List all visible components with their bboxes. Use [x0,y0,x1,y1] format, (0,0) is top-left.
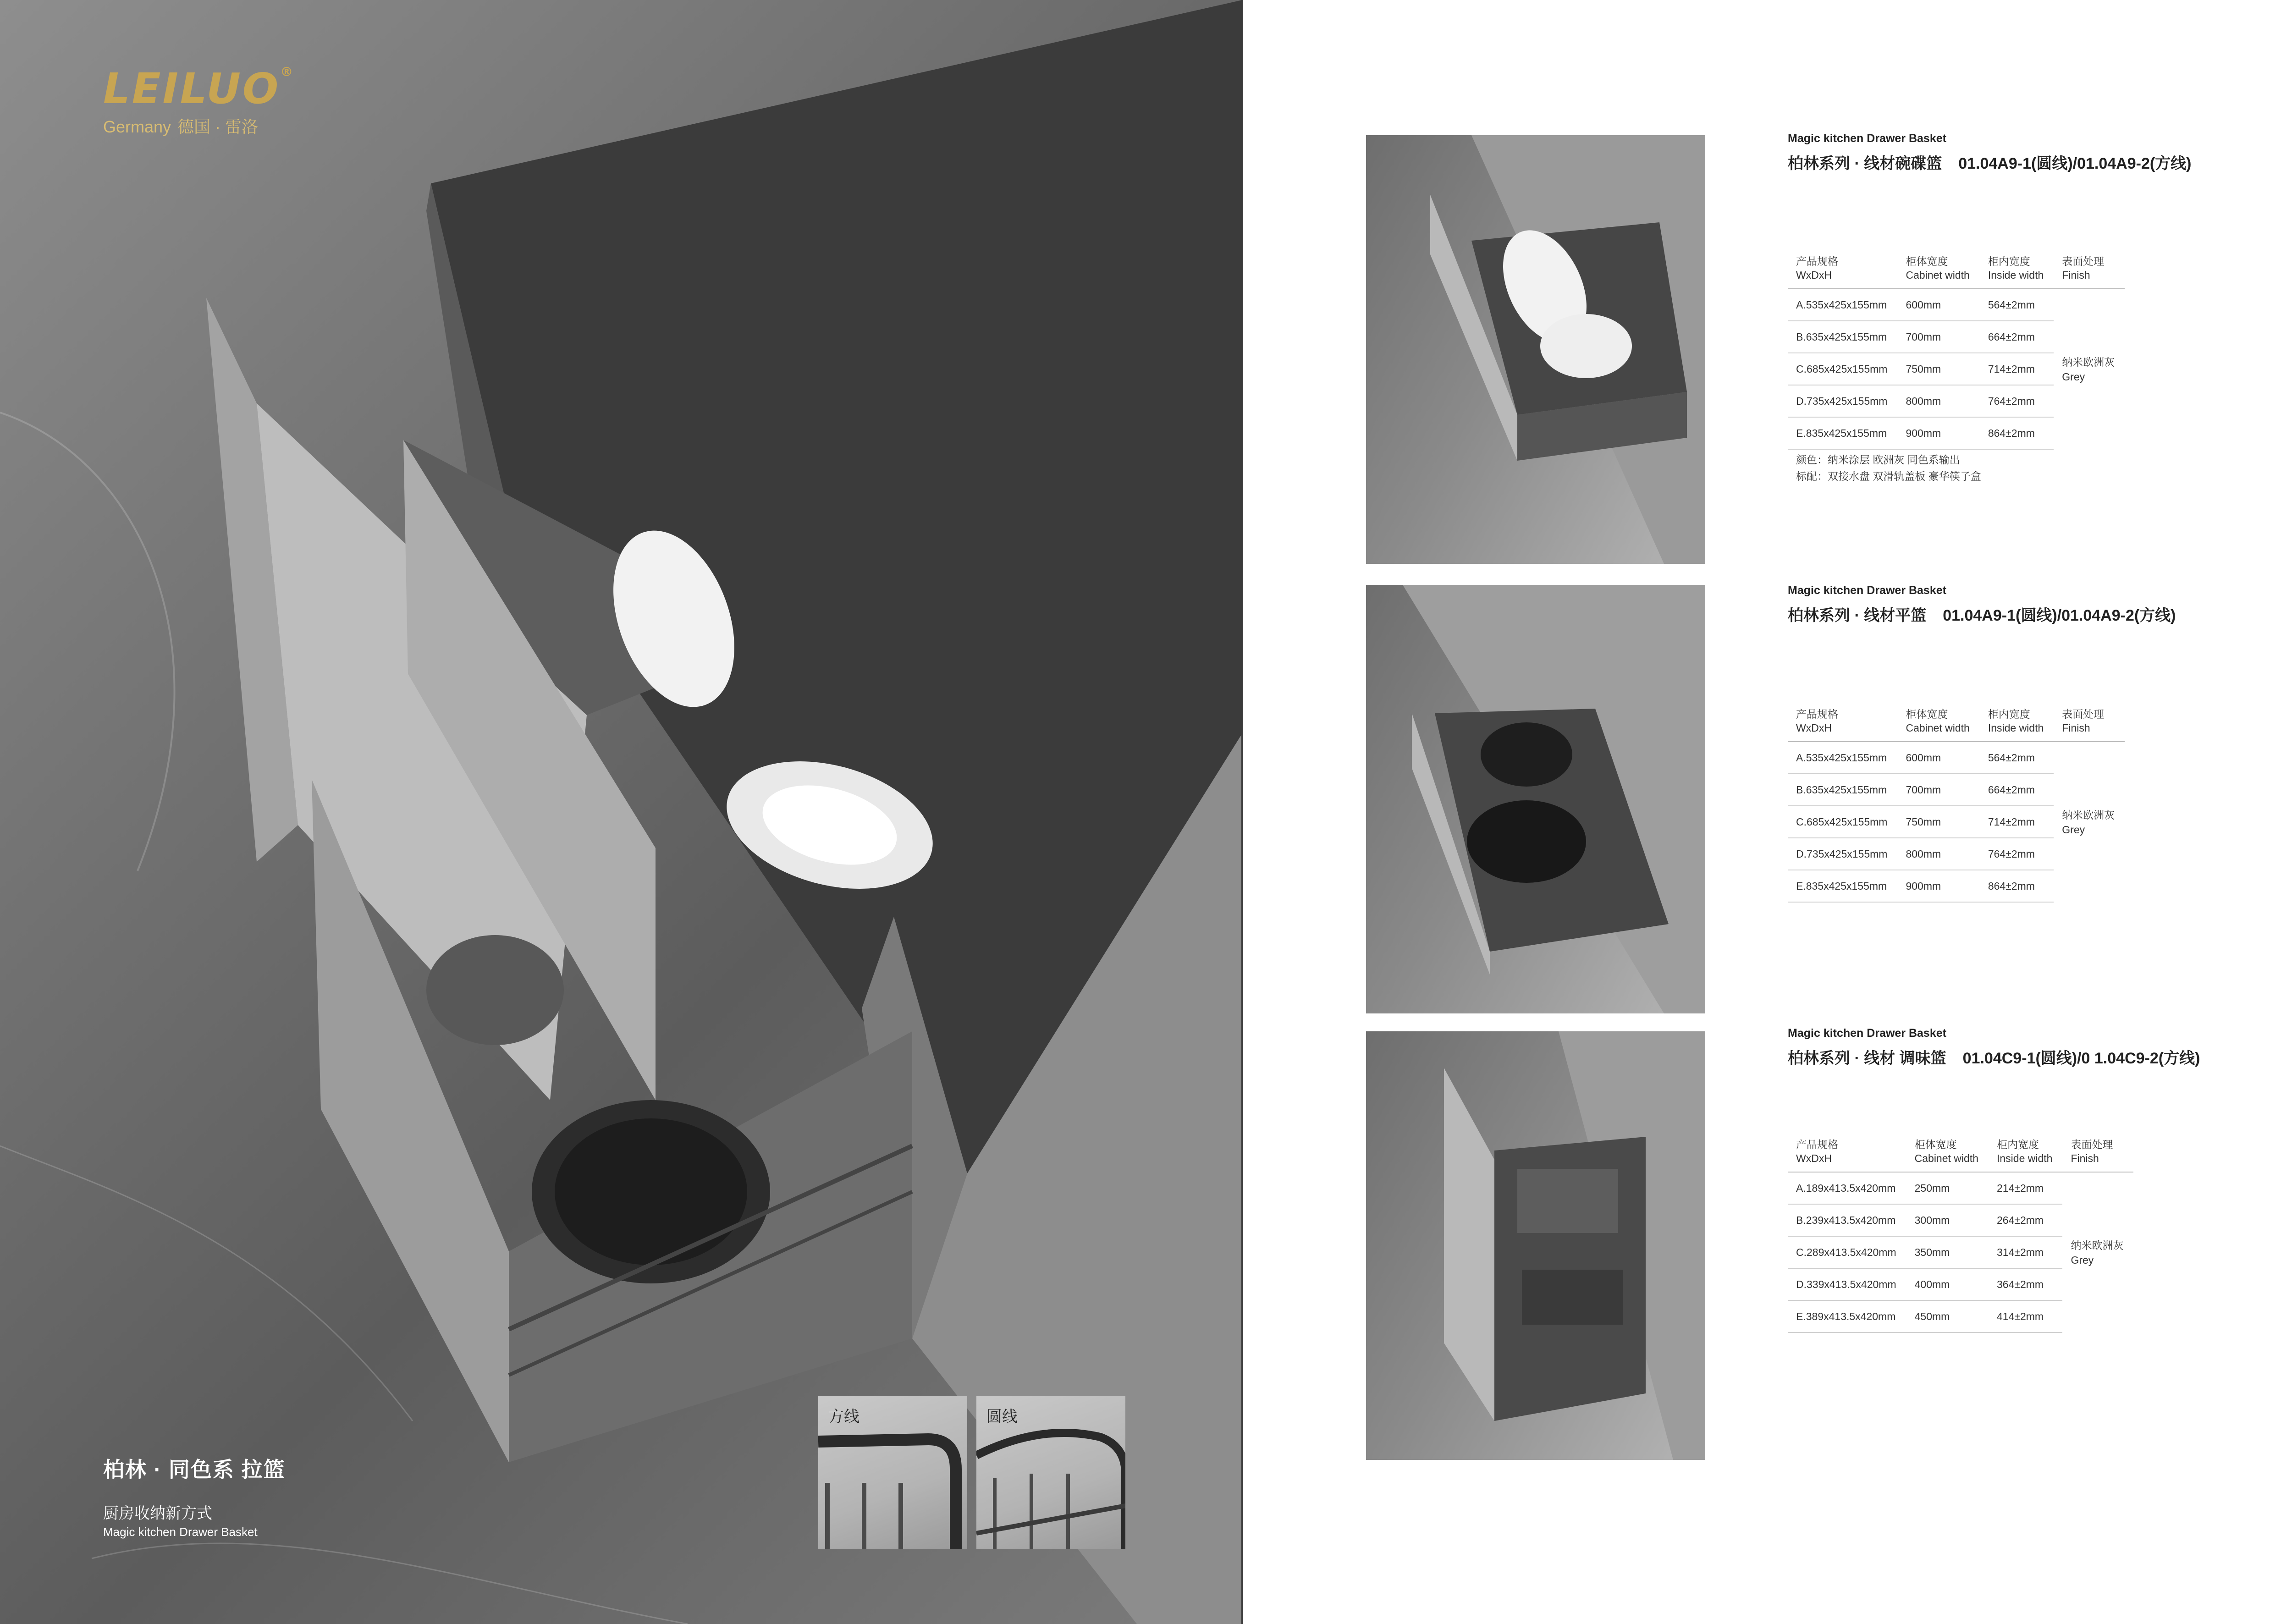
note-standard: 标配：双接水盘 双滑轨盖板 豪华筷子盒 [1796,470,1981,482]
section-subtitle: Magic kitchen Drawer Basket [1788,132,1946,145]
round-wire-swatch [976,1396,1125,1549]
header-inside-width: 柜内宽度 Inside width [1980,707,2054,742]
page-gutter [1241,0,1243,1624]
product-code: 01.04A9-1(圆线)/01.04A9-2(方线) [1958,155,2192,172]
table-row: A.535x425x155mm 600mm 564±2mm 纳米欧洲灰 Grey [1788,742,2125,774]
table-row: A.189x413.5x420mm 250mm 214±2mm 纳米欧洲灰 Grey [1788,1172,2133,1204]
table-header-row [1788,254,2125,289]
product-code: 01.04A9-1(圆线)/01.04A9-2(方线) [1943,607,2176,624]
table-row: C.685x425x155mm 750mm 714±2mm [1788,353,2125,385]
table-row: B.635x425x155mm 700mm 664±2mm [1788,774,2125,806]
flat-basket-photo [1366,585,1705,1013]
series-title-block [103,1453,286,1539]
section-title [1788,151,2246,173]
header-cabinet-width: 柜体宽度 Cabinet width [1906,1138,1989,1172]
finish-cell: 纳米欧洲灰 Grey [2062,809,2115,836]
note-color: 颜色：纳米涂层 欧洲灰 同色系输出 [1796,454,1960,466]
dish-basket-photo [1366,135,1705,564]
round-wire-label: 圆线 [986,1408,1018,1426]
table-row: C.289x413.5x420mm 350mm 314±2mm [1788,1236,2133,1268]
header-cabinet-width: 柜体宽度 Cabinet width [1897,707,1979,742]
product-name: 柏林系列 · 线材 调味篮 [1788,1050,1946,1067]
table-row: D.735x425x155mm 800mm 764±2mm [1788,838,2125,870]
table-row: C.685x425x155mm 750mm 714±2mm [1788,806,2125,838]
table-row: E.835x425x155mm 900mm 864±2mm [1788,870,2125,902]
product-notes [1796,451,1981,484]
table-header-row [1788,1138,2133,1172]
product-section-seasoning-basket [1788,1027,2246,1068]
table-row: D.735x425x155mm 800mm 764±2mm [1788,385,2125,417]
section-subtitle: Magic kitchen Drawer Basket [1788,584,1946,597]
finish-cell: 纳米欧洲灰 Grey [2071,1239,2124,1266]
seasoning-basket-photo [1366,1031,1705,1460]
header-inside-width: 柜内宽度 Inside width [1989,1138,2062,1172]
section-title [1788,1046,2246,1068]
header-finish: 表面处理 Finish [2054,254,2125,289]
product-code: 01.04C9-1(圆线)/0 1.04C9-2(方线) [1962,1050,2200,1067]
finish-cell: 纳米欧洲灰 Grey [2062,356,2115,383]
header-finish: 表面处理 Finish [2054,707,2125,742]
header-finish: 表面处理 Finish [2062,1138,2133,1172]
header-cabinet-width: 柜体宽度 Cabinet width [1897,254,1979,289]
header-spec: 产品规格 WxDxH [1788,1138,1906,1172]
square-wire-swatch [818,1396,967,1549]
series-subtitle-cn: 厨房收纳新方式 [103,1505,212,1522]
table-header-row [1788,707,2125,742]
spec-table-dish-basket [1788,254,2125,450]
header-spec: 产品规格 WxDxH [1788,707,1897,742]
section-subtitle: Magic kitchen Drawer Basket [1788,1027,1946,1040]
table-row: B.635x425x155mm 700mm 664±2mm [1788,321,2125,353]
series-title: 柏林 · 同色系 拉篮 [103,1458,286,1481]
spec-table-flat-basket [1788,707,2125,903]
logo-sub-cn: 德国 · 雷洛 [177,117,259,136]
product-section-dish-basket [1788,132,2246,173]
series-subtitle-en: Magic kitchen Drawer Basket [103,1525,258,1539]
table-row: D.339x413.5x420mm 400mm 364±2mm [1788,1268,2133,1300]
header-inside-width: 柜内宽度 Inside width [1980,254,2054,289]
product-name: 柏林系列 · 线材平篮 [1788,607,1927,624]
section-title [1788,603,2246,625]
square-wire-label: 方线 [828,1408,860,1426]
table-row: E.389x413.5x420mm 450mm 414±2mm [1788,1300,2133,1332]
spec-table-seasoning-basket [1788,1138,2133,1333]
table-row: B.239x413.5x420mm 300mm 264±2mm [1788,1204,2133,1236]
logo-wordmark: LEILUO [103,64,281,113]
brand-logo: LEILUO® Germany 德国 · 雷洛 [103,64,295,136]
header-spec: 产品规格 WxDxH [1788,254,1897,289]
logo-sub-latin: Germany [103,117,171,136]
product-name: 柏林系列 · 线材碗碟篮 [1788,155,1942,172]
table-row: E.835x425x155mm 900mm 864±2mm [1788,417,2125,449]
table-row: A.535x425x155mm 600mm 564±2mm 纳米欧洲灰 Grey [1788,289,2125,321]
product-section-flat-basket [1788,584,2246,625]
